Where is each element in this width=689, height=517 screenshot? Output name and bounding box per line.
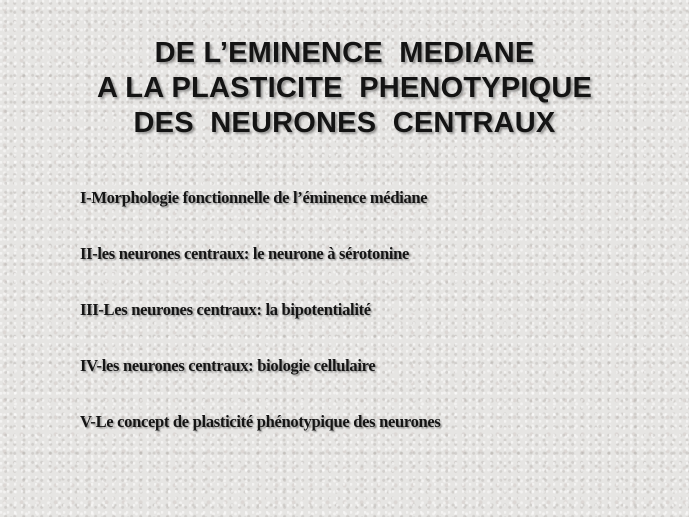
title-line-3: DES NEURONES CENTRAUX bbox=[133, 107, 556, 139]
slide-title bbox=[0, 36, 689, 141]
title-line-2: A LA PLASTICITE PHENOTYPIQUE bbox=[96, 72, 593, 104]
outline-item-2: II-les neurones centraux: le neurone à sérotonine bbox=[80, 244, 410, 263]
title-line-1: DE L’EMINENCE MEDIANE bbox=[154, 37, 535, 69]
outline-list bbox=[80, 187, 680, 467]
outline-item-5: V-Le concept de plasticité phénotypique des neurones bbox=[80, 412, 441, 431]
outline-item-4: IV-les neurones centraux: biologie cellulaire bbox=[80, 356, 376, 375]
outline-item-1: I-Morphologie fonctionnelle de l’éminence médiane bbox=[80, 188, 428, 207]
outline-item-3: III-Les neurones centraux: la bipotentialité bbox=[80, 300, 371, 319]
